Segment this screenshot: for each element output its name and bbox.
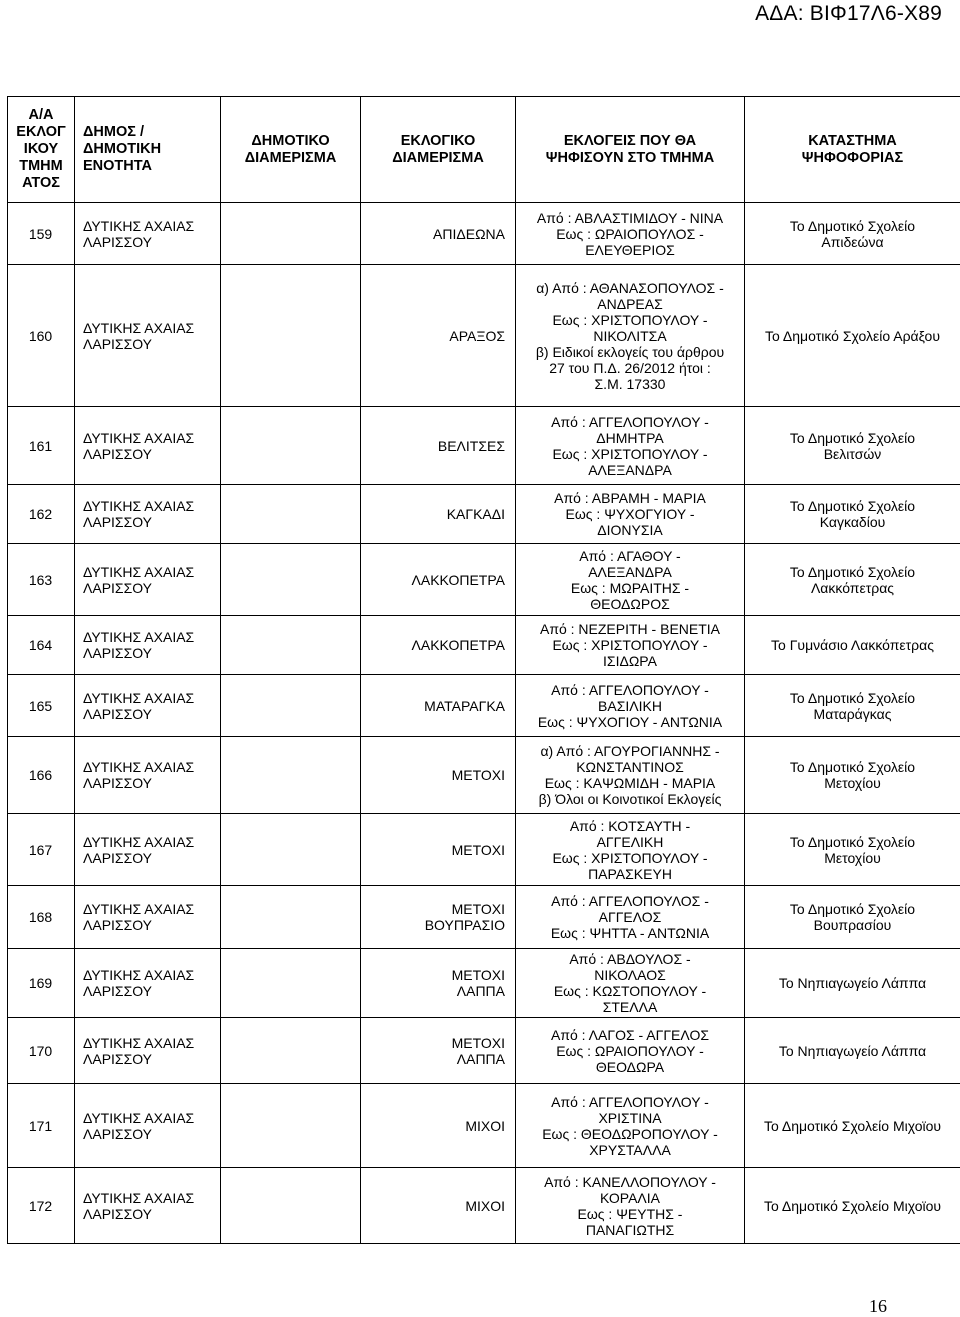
table-row [8, 485, 960, 544]
dimotiko-cell [221, 1084, 361, 1168]
dimos-cell: ΔΥΤΙΚΗΣ ΑΧΑΙΑΣ ΛΑΡΙΣΣΟΥ [75, 203, 221, 265]
eklogiko-cell: ΑΡΑΞΟΣ [361, 265, 516, 407]
polling-stations-table [7, 96, 960, 1244]
column-header-dimotiko-diamerisma: ΔΗΜΟΤΙΚΟ ΔΙΑΜΕΡΙΣΜΑ [221, 97, 361, 203]
ekloges-cell: Από : ΝΕΖΕΡΙΤΗ - ΒΕΝΕΤΙΑ Εως : ΧΡΙΣΤΟΠΟΥΛΟΥ - ΙΣΙΔΩΡΑ [516, 616, 745, 675]
dimotiko-cell [221, 949, 361, 1018]
row-number: 166 [8, 737, 75, 814]
column-header-dimos: ΔΗΜΟΣ / ΔΗΜΟΤΙΚΗ ΕΝΟΤΗΤΑ [75, 97, 221, 203]
dimos-cell: ΔΥΤΙΚΗΣ ΑΧΑΙΑΣ ΛΑΡΙΣΣΟΥ [75, 485, 221, 544]
column-header-aa: Α/Α ΕΚΛΟΓ ΙΚΟΥ ΤΜΗΜ ΑΤΟΣ [8, 97, 75, 203]
dimotiko-cell [221, 737, 361, 814]
eklogiko-cell: ΜΕΤΟΧΙ ΛΑΠΠΑ [361, 1018, 516, 1084]
ekloges-cell: Από : ΑΒΔΟΥΛΟΣ - ΝΙΚΟΛΑΟΣ Εως : ΚΩΣΤΟΠΟΥΛΟΥ - ΣΤΕΛΛΑ [516, 949, 745, 1018]
ekloges-cell: Από : ΑΓΑΘΟΥ - ΑΛΕΞΑΝΔΡΑ Εως : ΜΩΡΑΙΤΗΣ - ΘΕΟΔΩΡΟΣ [516, 544, 745, 616]
eklogiko-cell: ΜΕΤΟΧΙ [361, 814, 516, 886]
eklogiko-cell: ΒΕΛΙΤΣΕΣ [361, 407, 516, 485]
katastima-cell: Το Δημοτικό Σχολείο Βελιτσών [745, 407, 960, 485]
dimos-cell: ΔΥΤΙΚΗΣ ΑΧΑΙΑΣ ΛΑΡΙΣΣΟΥ [75, 814, 221, 886]
dimos-cell: ΔΥΤΙΚΗΣ ΑΧΑΙΑΣ ΛΑΡΙΣΣΟΥ [75, 886, 221, 949]
katastima-cell: Το Δημοτικό Σχολείο Ματαράγκας [745, 675, 960, 737]
katastima-cell: Το Δημοτικό Σχολείο Μιχοϊου [745, 1084, 960, 1168]
page-number: 16 [869, 1296, 887, 1317]
dimos-cell: ΔΥΤΙΚΗΣ ΑΧΑΙΑΣ ΛΑΡΙΣΣΟΥ [75, 737, 221, 814]
column-header-katastima: ΚΑΤΑΣΤΗΜΑ ΨΗΦΟΦΟΡΙΑΣ [745, 97, 960, 203]
ekloges-cell: Από : ΑΓΓΕΛΟΠΟΥΛΟΥ - ΔΗΜΗΤΡΑ Εως : ΧΡΙΣΤΟΠΟΥΛΟΥ - ΑΛΕΞΑΝΔΡΑ [516, 407, 745, 485]
dimos-cell: ΔΥΤΙΚΗΣ ΑΧΑΙΑΣ ΛΑΡΙΣΣΟΥ [75, 616, 221, 675]
ekloges-cell: Από : ΑΓΓΕΛΟΠΟΥΛΟΣ - ΑΓΓΕΛΟΣ Εως : ΨΗΤΤΑ - ΑΝΤΩΝΙΑ [516, 886, 745, 949]
table-row [8, 949, 960, 1018]
row-number: 164 [8, 616, 75, 675]
ekloges-cell: Από : ΑΒΛΑΣΤΙΜΙΔΟΥ - ΝΙΝΑ Εως : ΩΡΑΙΟΠΟΥΛΟΣ - ΕΛΕΥΘΕΡΙΟΣ [516, 203, 745, 265]
eklogiko-cell: ΜΕΤΟΧΙ [361, 737, 516, 814]
dimotiko-cell [221, 203, 361, 265]
row-number: 159 [8, 203, 75, 265]
dimos-cell: ΔΥΤΙΚΗΣ ΑΧΑΙΑΣ ΛΑΡΙΣΣΟΥ [75, 544, 221, 616]
row-number: 162 [8, 485, 75, 544]
column-header-ekloges: ΕΚΛΟΓΕΙΣ ΠΟΥ ΘΑ ΨΗΦΙΣΟΥΝ ΣΤΟ ΤΜΗΜΑ [516, 97, 745, 203]
dimotiko-cell [221, 544, 361, 616]
eklogiko-cell: ΜΙΧΟΙ [361, 1084, 516, 1168]
ekloges-cell: Από : ΑΓΓΕΛΟΠΟΥΛΟΥ - ΒΑΣΙΛΙΚΗ Εως : ΨΥΧΟΓΙΟΥ - ΑΝΤΩΝΙΑ [516, 675, 745, 737]
row-number: 167 [8, 814, 75, 886]
dimotiko-cell [221, 616, 361, 675]
table-row [8, 1018, 960, 1084]
table-row [8, 1084, 960, 1168]
dimotiko-cell [221, 1168, 361, 1244]
row-number: 165 [8, 675, 75, 737]
eklogiko-cell: ΚΑΓΚΑΔΙ [361, 485, 516, 544]
dimos-cell: ΔΥΤΙΚΗΣ ΑΧΑΙΑΣ ΛΑΡΙΣΣΟΥ [75, 1084, 221, 1168]
katastima-cell: Το Νηπιαγωγείο Λάππα [745, 949, 960, 1018]
dimotiko-cell [221, 886, 361, 949]
table-row [8, 616, 960, 675]
eklogiko-cell: ΜΕΤΟΧΙ ΒΟΥΠΡΑΣΙΟ [361, 886, 516, 949]
katastima-cell: Το Δημοτικό Σχολείο Μετοχίου [745, 814, 960, 886]
katastima-cell: Το Νηπιαγωγείο Λάππα [745, 1018, 960, 1084]
ada-document-id: ΑΔΑ: ΒΙΦ17Λ6-Χ89 [755, 2, 942, 26]
katastima-cell: Το Δημοτικό Σχολείο Απιδεώνα [745, 203, 960, 265]
ekloges-cell: Από : ΚΑΝΕΛΛΟΠΟΥΛΟΥ - ΚΟΡΑΛΙΑ Εως : ΨΕΥΤΗΣ - ΠΑΝΑΓΙΩΤΗΣ [516, 1168, 745, 1244]
column-header-eklogiko-diamerisma: ΕΚΛΟΓΙΚΟ ΔΙΑΜΕΡΙΣΜΑ [361, 97, 516, 203]
ekloges-cell: Από : ΑΒΡΑΜΗ - ΜΑΡΙΑ Εως : ΨΥΧΟΓΥΙΟΥ - ΔΙΟΝΥΣΙΑ [516, 485, 745, 544]
row-number: 171 [8, 1084, 75, 1168]
eklogiko-cell: ΜΕΤΟΧΙ ΛΑΠΠΑ [361, 949, 516, 1018]
row-number: 163 [8, 544, 75, 616]
katastima-cell: Το Δημοτικό Σχολείο Μιχοϊου [745, 1168, 960, 1244]
table-header-row [8, 97, 960, 203]
table-row [8, 203, 960, 265]
eklogiko-cell: ΑΠΙΔΕΩΝΑ [361, 203, 516, 265]
row-number: 172 [8, 1168, 75, 1244]
dimos-cell: ΔΥΤΙΚΗΣ ΑΧΑΙΑΣ ΛΑΡΙΣΣΟΥ [75, 949, 221, 1018]
table-row [8, 886, 960, 949]
eklogiko-cell: ΛΑΚΚΟΠΕΤΡΑ [361, 616, 516, 675]
table-row [8, 737, 960, 814]
row-number: 161 [8, 407, 75, 485]
row-number: 168 [8, 886, 75, 949]
row-number: 169 [8, 949, 75, 1018]
row-number: 160 [8, 265, 75, 407]
table-row [8, 814, 960, 886]
table-row [8, 407, 960, 485]
dimos-cell: ΔΥΤΙΚΗΣ ΑΧΑΙΑΣ ΛΑΡΙΣΣΟΥ [75, 1018, 221, 1084]
table-row [8, 1168, 960, 1244]
dimotiko-cell [221, 675, 361, 737]
dimos-cell: ΔΥΤΙΚΗΣ ΑΧΑΙΑΣ ΛΑΡΙΣΣΟΥ [75, 265, 221, 407]
katastima-cell: Το Δημοτικό Σχολείο Βουπρασίου [745, 886, 960, 949]
row-number: 170 [8, 1018, 75, 1084]
dimotiko-cell [221, 265, 361, 407]
table-row [8, 675, 960, 737]
dimotiko-cell [221, 814, 361, 886]
katastima-cell: Το Δημοτικό Σχολείο Αράξου [745, 265, 960, 407]
katastima-cell: Το Δημοτικό Σχολείο Καγκαδίου [745, 485, 960, 544]
katastima-cell: Το Γυμνάσιο Λακκόπετρας [745, 616, 960, 675]
table-row [8, 265, 960, 407]
table-row [8, 544, 960, 616]
katastima-cell: Το Δημοτικό Σχολείο Λακκόπετρας [745, 544, 960, 616]
ekloges-cell: Από : ΑΓΓΕΛΟΠΟΥΛΟΥ - ΧΡΙΣΤΙΝΑ Εως : ΘΕΟΔΩΡΟΠΟΥΛΟΥ - ΧΡΥΣΤΑΛΛΑ [516, 1084, 745, 1168]
dimos-cell: ΔΥΤΙΚΗΣ ΑΧΑΙΑΣ ΛΑΡΙΣΣΟΥ [75, 675, 221, 737]
eklogiko-cell: ΜΑΤΑΡΑΓΚΑ [361, 675, 516, 737]
dimotiko-cell [221, 1018, 361, 1084]
ekloges-cell: Από : ΛΑΓΟΣ - ΑΓΓΕΛΟΣ Εως : ΩΡΑΙΟΠΟΥΛΟΥ - ΘΕΟΔΩΡΑ [516, 1018, 745, 1084]
eklogiko-cell: ΜΙΧΟΙ [361, 1168, 516, 1244]
eklogiko-cell: ΛΑΚΚΟΠΕΤΡΑ [361, 544, 516, 616]
dimotiko-cell [221, 407, 361, 485]
dimos-cell: ΔΥΤΙΚΗΣ ΑΧΑΙΑΣ ΛΑΡΙΣΣΟΥ [75, 407, 221, 485]
dimos-cell: ΔΥΤΙΚΗΣ ΑΧΑΙΑΣ ΛΑΡΙΣΣΟΥ [75, 1168, 221, 1244]
ekloges-cell: Από : ΚΟΤΣΑΥΤΗ - ΑΓΓΕΛΙΚΗ Εως : ΧΡΙΣΤΟΠΟΥΛΟΥ - ΠΑΡΑΣΚΕΥΗ [516, 814, 745, 886]
ekloges-cell: α) Από : ΑΘΑΝΑΣΟΠΟΥΛΟΣ - ΑΝΔΡΕΑΣ Εως : ΧΡΙΣΤΟΠΟΥΛΟΥ - ΝΙΚΟΛΙΤΣΑ β) Ειδικοί εκλογείς του άρθρου 27 του Π.Δ. 26/2012 ήτοι : Σ.Μ. 17330 [516, 265, 745, 407]
katastima-cell: Το Δημοτικό Σχολείο Μετοχίου [745, 737, 960, 814]
ekloges-cell: α) Από : ΑΓΟΥΡΟΓΙΑΝΝΗΣ - ΚΩΝΣΤΑΝΤΙΝΟΣ Εως : ΚΑΨΩΜΙΔΗ - ΜΑΡΙΑ β) Όλοι οι Κοινοτικοί Εκλογείς [516, 737, 745, 814]
dimotiko-cell [221, 485, 361, 544]
